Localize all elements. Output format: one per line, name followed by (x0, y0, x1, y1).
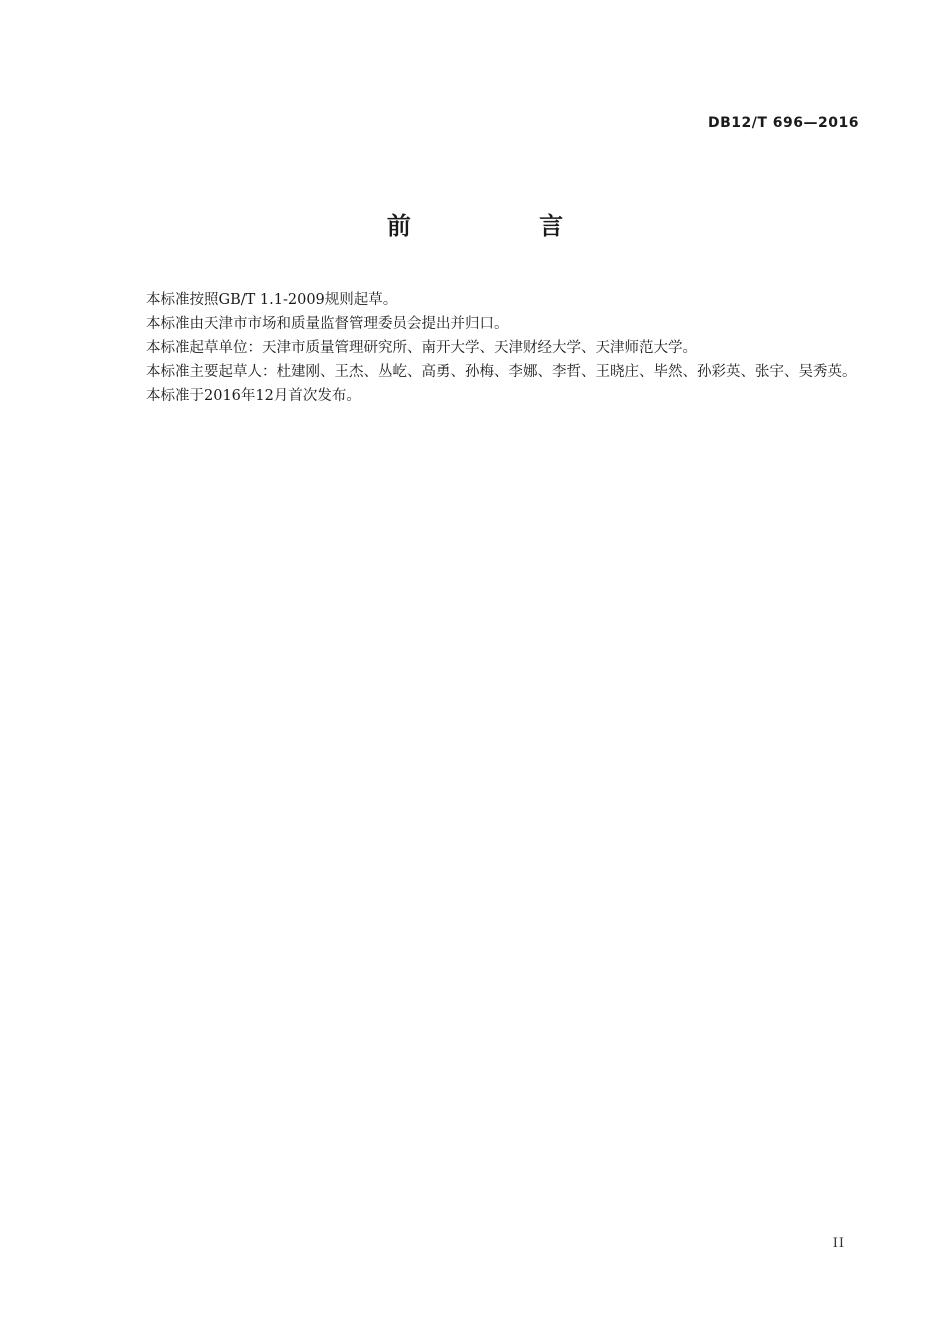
paragraph-proposer: 本标准由天津市市场和质量监督管理委员会提出并归口。 (146, 316, 509, 332)
page-number: II (832, 1236, 845, 1251)
paragraph-release-date: 本标准于2016年12月首次发布。 (146, 388, 361, 404)
paragraph-drafting-units: 本标准起草单位：天津市质量管理研究所、南开大学、天津财经大学、天津师范大学。 (146, 340, 697, 356)
paragraph-drafters: 本标准主要起草人：杜建刚、王杰、丛屹、高勇、孙梅、李娜、李哲、王晓庄、毕然、孙彩英、张宇、吴秀英。 (146, 364, 857, 380)
page-title: 前 言 (386, 212, 624, 240)
foreword-body (114, 288, 859, 408)
paragraph-drafting-rules: 本标准按照GB/T 1.1-2009规则起草。 (146, 292, 398, 308)
document-code: DB12/T 696—2016 (708, 115, 859, 131)
